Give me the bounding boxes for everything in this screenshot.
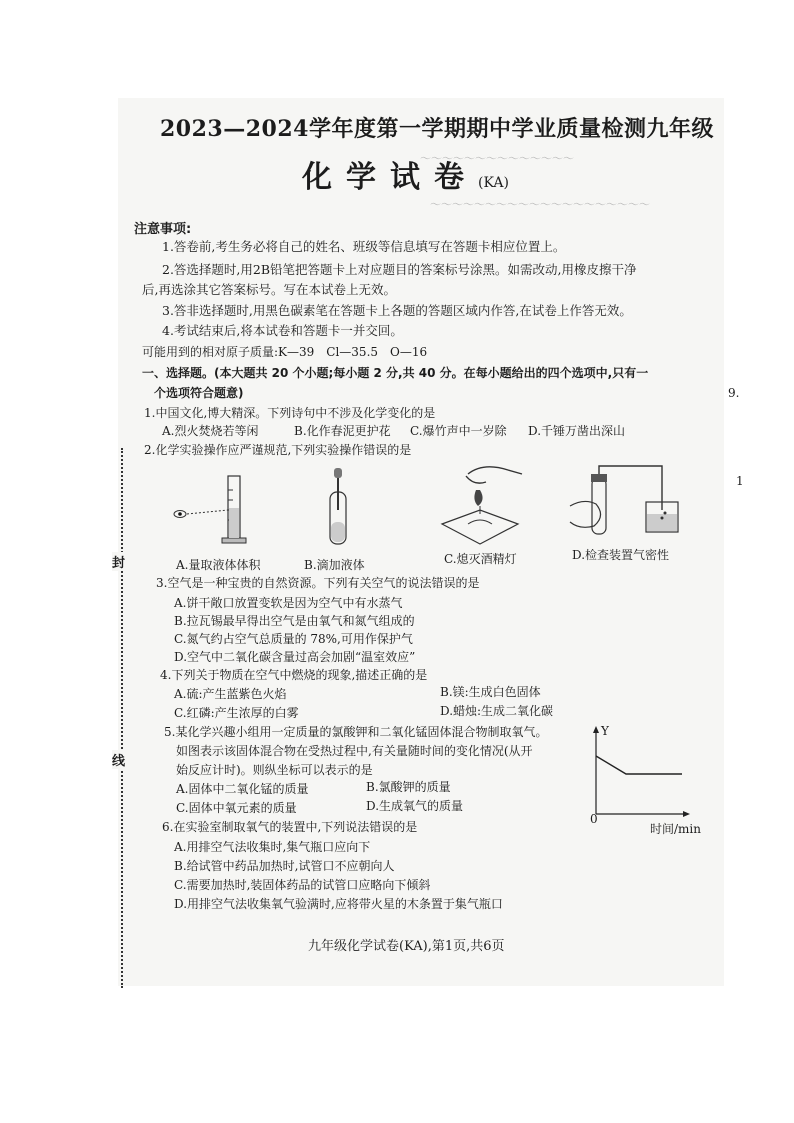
- option-d: D.用排空气法收集氧气验满时,应将带火星的木条置于集气瓶口: [174, 897, 503, 911]
- question-stem: 6.在实验室制取氧气的装置中,下列说法错误的是: [162, 820, 418, 834]
- exam-title: 2023—2024学年度第一学期期中学业质量检测九年级: [160, 116, 714, 142]
- option-d: D.生成氧气的质量: [366, 799, 464, 813]
- margin-mark: 9.: [728, 386, 740, 400]
- option-a: A.硫:产生蓝紫色火焰: [174, 687, 287, 701]
- question-stem: 4.下列关于物质在空气中燃烧的现象,描述正确的是: [160, 668, 428, 682]
- figure-measure-volume: [170, 470, 270, 550]
- question-stem: 1.中国文化,博大精深。下列诗句中不涉及化学变化的是: [144, 406, 436, 420]
- option-b: B.给试管中药品加热时,试管口不应朝向人: [174, 859, 395, 873]
- option-a: A.用排空气法收集时,集气瓶口应向下: [174, 840, 371, 854]
- option-c: C.需要加热时,装固体药品的试管口应略向下倾斜: [174, 878, 431, 892]
- option-b: B.滴加液体: [304, 558, 365, 572]
- page-footer: 九年级化学试卷(KA),第1页,共6页: [308, 939, 505, 954]
- question-stem: 3.空气是一种宝贵的自然资源。下列有关空气的说法错误的是: [156, 576, 480, 590]
- notice-item: 后,再选涂其它答案标号。写在本试卷上无效。: [142, 282, 396, 297]
- option-b: B.化作春泥更护花: [294, 424, 391, 438]
- option-c: C.氮气约占空气总质量的 78%,可用作保护气: [174, 632, 413, 646]
- atomic-masses: 可能用到的相对原子质量:K—39 Cl—35.5 O—16: [142, 345, 428, 359]
- bleed-through-text: ～～～～～～～～～～～～～～～～～～～～: [430, 198, 650, 211]
- option-a: A.饼干敞口放置变软是因为空气中有水蒸气: [174, 596, 403, 610]
- graph-y-label: Y: [601, 724, 609, 738]
- question-stem-cont: 始反应计时)。则纵坐标可以表示的是: [176, 763, 373, 777]
- seal-mark: 封: [112, 552, 125, 571]
- mass-time-graph: [590, 724, 690, 818]
- option-c: C.熄灭酒精灯: [444, 552, 517, 566]
- notice-heading: 注意事项:: [134, 222, 192, 237]
- option-b: B.氯酸钾的质量: [366, 780, 451, 794]
- option-a: A.量取液体体积: [176, 558, 261, 572]
- paper-code: (KA): [478, 175, 509, 191]
- option-c: C.固体中氧元素的质量: [176, 801, 297, 815]
- notice-item: 3.答非选择题时,用黑色碳素笔在答题卡上各题的答题区域内作答,在试卷上作答无效。: [162, 303, 632, 318]
- graph-x-label: 时间/min: [650, 822, 701, 836]
- section-heading: 一、选择题。(本大题共 20 个小题;每小题 2 分,共 40 分。在每小题给出的四个选项中,只有一: [142, 366, 649, 380]
- option-a: A.烈火焚烧若等闲: [162, 424, 259, 438]
- option-b: B.拉瓦锡最早得出空气是由氧气和氮气组成的: [174, 614, 415, 628]
- graph-origin-label: 0: [590, 812, 598, 826]
- question-stem: 5.某化学兴趣小组用一定质量的氯酸钾和二氧化锰固体混合物制取氧气。: [164, 725, 548, 739]
- option-a: A.固体中二氧化锰的质量: [176, 782, 309, 796]
- binding-dotted-line: [121, 448, 123, 988]
- question-stem-cont: 如图表示该固体混合物在受热过程中,有关量随时间的变化情况(从开: [176, 744, 533, 758]
- option-c: C.红磷:产生浓厚的白雾: [174, 706, 299, 720]
- option-d: D.千锤万凿出深山: [528, 424, 626, 438]
- option-c: C.爆竹声中一岁除: [410, 424, 507, 438]
- option-d: D.检查装置气密性: [572, 548, 670, 562]
- subject-title: [302, 152, 509, 196]
- option-b: B.镁:生成白色固体: [440, 685, 541, 699]
- option-d: D.空气中二氧化碳含量过高会加剧“温室效应”: [174, 650, 416, 664]
- notice-item: 1.答卷前,考生务必将自己的姓名、班级等信息填写在答题卡相应位置上。: [162, 239, 566, 254]
- margin-mark: 1: [736, 474, 744, 488]
- subject-name: 化学试卷: [302, 160, 478, 195]
- figure-extinguish-lamp: [438, 460, 528, 552]
- bleed-through-text: ～～～～～～～～～～～～～～: [420, 152, 574, 165]
- figure-drop-liquid: [314, 466, 364, 552]
- notice-item: 4.考试结束后,将本试卷和答题卡一并交回。: [162, 323, 403, 338]
- line-mark: 线: [112, 750, 125, 769]
- graph-curve: [596, 756, 682, 774]
- question-stem: 2.化学实验操作应严谨规范,下列实验操作错误的是: [144, 443, 412, 457]
- option-d: D.蜡烛:生成二氧化碳: [440, 704, 554, 718]
- notice-item: 2.答选择题时,用2B铅笔把答题卡上对应题目的答案标号涂黑。如需改动,用橡皮擦干净: [162, 262, 637, 277]
- section-heading-cont: 个选项符合题意): [154, 386, 244, 400]
- figure-airtightness-check: [566, 460, 686, 552]
